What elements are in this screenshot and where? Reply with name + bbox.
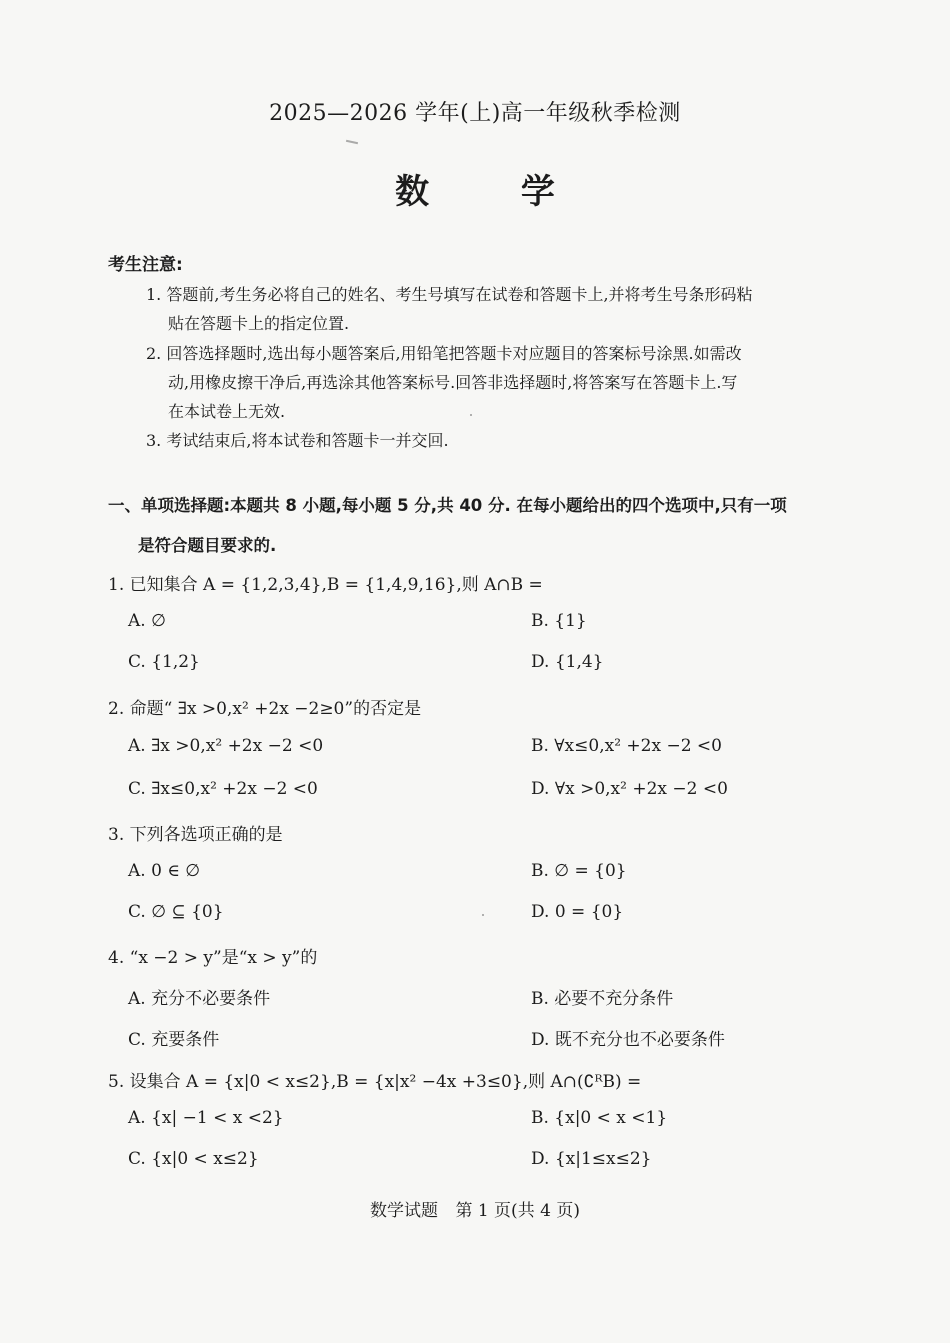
- scan-smudge: [346, 140, 358, 144]
- answer-option: B. {x|0 < x <1}: [531, 1108, 668, 1128]
- answer-option: C. {1,2}: [128, 652, 200, 672]
- answer-option: A. ∅: [128, 611, 166, 631]
- answer-option: C. 充要条件: [128, 1030, 220, 1050]
- section-heading-line: 是符合题目要求的.: [138, 536, 277, 555]
- answer-option: A. 0 ∈ ∅: [128, 861, 201, 881]
- notice-item-3: [146, 426, 876, 455]
- footer-subject: 数学试题: [370, 1201, 439, 1221]
- answer-option: C. ∅ ⊆ {0}: [128, 902, 224, 922]
- section-heading-line: 一、单项选择题:本题共 8 小题,每小题 5 分,共 40 分. 在每小题给出的四个选项中,只有一项: [108, 496, 787, 515]
- notice-item-number: 3.: [146, 431, 162, 450]
- question-stem: 3. 下列各选项正确的是: [108, 825, 283, 845]
- answer-option: D. ∀x >0,x² +2x −2 <0: [531, 779, 728, 799]
- answer-option: C. ∃x≤0,x² +2x −2 <0: [128, 779, 318, 799]
- answer-option: D. 0 = {0}: [531, 902, 624, 922]
- answer-option: B. ∀x≤0,x² +2x −2 <0: [531, 736, 722, 756]
- section-heading: [108, 486, 880, 566]
- notice-item-number: 1.: [146, 285, 162, 304]
- answer-option: B. ∅ = {0}: [531, 861, 627, 881]
- answer-option: D. {1,4}: [531, 652, 604, 672]
- answer-option: A. ∃x >0,x² +2x −2 <0: [128, 736, 324, 756]
- answer-option: A. 充分不必要条件: [128, 989, 271, 1009]
- notice-item-text: 贴在答题卡上的指定位置.: [168, 314, 350, 333]
- notice-item-text: 回答选择题时,选出每小题答案后,用铅笔把答题卡对应题目的答案标号涂黑.如需改: [166, 344, 742, 363]
- notice-item-text: 考试结束后,将本试卷和答题卡一并交回.: [166, 431, 449, 450]
- answer-option: B. {1}: [531, 611, 587, 631]
- scan-speck: [470, 414, 472, 416]
- page-footer: [0, 1196, 950, 1221]
- footer-page-number: 第 1 页(共 4 页): [455, 1201, 580, 1221]
- notice-item-text: 在本试卷上无效.: [168, 402, 286, 421]
- answer-option: D. {x|1≤x≤2}: [531, 1149, 652, 1169]
- subject-title: 数 学: [395, 172, 595, 212]
- answer-option: D. 既不充分也不必要条件: [531, 1030, 725, 1050]
- question-stem: 1. 已知集合 A = {1,2,3,4},B = {1,4,9,16},则 A∩B =: [108, 575, 543, 595]
- question-stem: 4. “x −2 > y”是“x > y”的: [108, 948, 318, 968]
- notice-heading: 考生注意:: [108, 255, 183, 275]
- answer-option: A. {x| −1 < x <2}: [128, 1108, 284, 1128]
- exam-title: 2025—2026 学年(上)高一年级秋季检测: [269, 101, 681, 126]
- notice-item-2: [146, 339, 876, 426]
- answer-option: C. {x|0 < x≤2}: [128, 1149, 259, 1169]
- notice-item-text: 答题前,考生务必将自己的姓名、考生号填写在试卷和答题卡上,并将考生号条形码粘: [166, 285, 753, 304]
- question-stem: 2. 命题“ ∃x >0,x² +2x −2≥0”的否定是: [108, 699, 422, 719]
- answer-option: B. 必要不充分条件: [531, 989, 674, 1009]
- scan-speck: [482, 914, 484, 916]
- notice-item-1: [146, 280, 876, 338]
- notice-item-text: 动,用橡皮擦干净后,再选涂其他答案标号.回答非选择题时,将答案写在答题卡上.写: [168, 373, 738, 392]
- notice-item-number: 2.: [146, 344, 162, 363]
- question-stem: 5. 设集合 A = {x|0 < x≤2},B = {x|x² −4x +3≤0},则 A∩(∁ᴿB) =: [108, 1072, 642, 1092]
